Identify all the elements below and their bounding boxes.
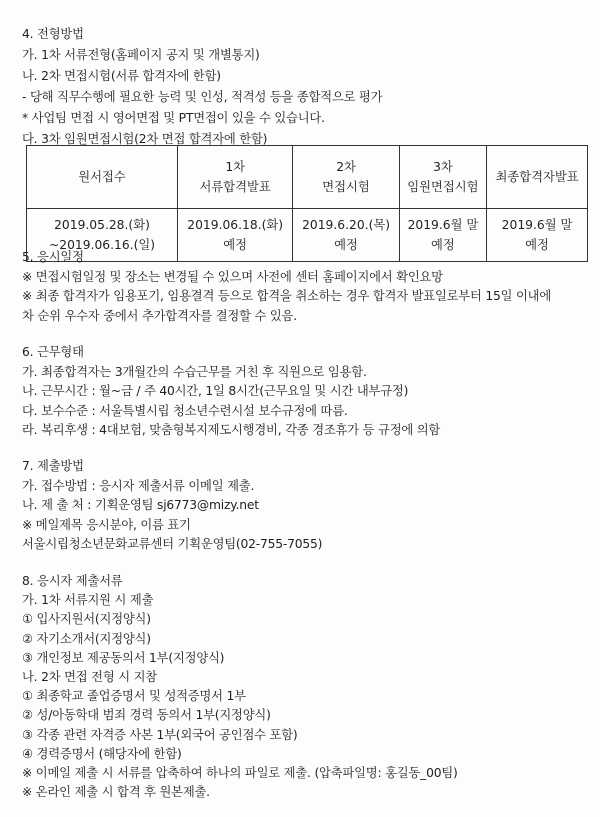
header-cell: [487, 146, 588, 209]
cell-text: 최종합격자발표: [495, 170, 579, 184]
text-line: 나. 2차 면접 전형 시 지참: [22, 669, 157, 684]
text-line: 나. 2차 면접시험(서류 합격자에 한함): [22, 69, 221, 83]
text-line: ※ 면접시험일정 및 장소는 변경될 수 있으며 사전에 센터 홈페이지에서 확인요망: [22, 269, 443, 284]
text-line: * 사업팀 면접 시 영어면접 및 PT면접이 있을 수 있습니다.: [22, 111, 325, 125]
schedule-table: [26, 145, 588, 262]
cell-text: 2019.06.18.(화): [187, 218, 284, 232]
text-line: ① 최종학교 졸업증명서 및 성적증명서 1부: [22, 689, 246, 704]
cell-text: 예정: [525, 238, 549, 252]
cell-text: 서류합격발표: [199, 180, 271, 194]
cell-text: 예정: [223, 238, 248, 252]
header-cell: [178, 146, 293, 209]
section-heading: 7. 제출방법: [22, 459, 84, 473]
section-selection-method: [22, 24, 590, 150]
cell-text: 원서접수: [78, 170, 126, 184]
text-line: ① 입사지원서(지정양식): [22, 612, 151, 627]
cell-text: 2차: [336, 160, 356, 174]
text-line: 나. 제 출 처 : 기획운영팀 sj6773@mizy.net: [22, 498, 259, 512]
section-heading: 4. 전형방법: [22, 27, 84, 41]
text-line: 다. 3차 임원면접시험(2차 면접 합격자에 한함): [22, 132, 268, 146]
text-line: 라. 복리후생 : 4대보험, 맞춤형복지제도시행경비, 각종 경조휴가 등 규정에 의함: [22, 423, 441, 437]
text-line: 가. 1차 서류전형(홈페이지 공지 및 개별통지): [22, 48, 260, 62]
section-heading: 6. 근무형태: [22, 345, 84, 359]
table-header-row: [27, 146, 588, 209]
text-line: ② 자기소개서(지정양식): [22, 631, 151, 646]
cell-text: 2019.6월 말: [407, 218, 479, 232]
text-line: 가. 1차 서류지원 시 제출: [22, 593, 154, 608]
cell-text: 예정: [431, 238, 455, 252]
text-line: ③ 각종 관련 자격증 사본 1부(외국어 공인점수 포함): [22, 727, 298, 742]
text-line: ③ 개인정보 제공동의서 1부(지정양식): [22, 650, 225, 665]
text-line: ※ 메일제목 응시분야, 이름 표기: [22, 517, 191, 532]
cell-text: 예정: [334, 238, 358, 252]
cell-text: 면접시험: [322, 180, 370, 194]
text-line: 가. 최종합격자는 3개월간의 수습근무를 거친 후 직원으로 임용함.: [22, 364, 367, 379]
cell-text: 2019.6.20.(목): [302, 218, 391, 232]
section-submission-method: [22, 457, 590, 555]
text-line: 서울시립청소년문화교류센터 기획운영팀(02-755-7055): [22, 537, 323, 551]
text-line: ② 성/아동학대 범죄 경력 동의서 1부(지정양식): [22, 708, 271, 723]
section-heading: 5. 응시일정: [22, 250, 84, 264]
header-cell: [27, 146, 178, 209]
text-line: 다. 보수수준 : 서울특별시립 청소년수련시설 보수규정에 따름.: [22, 403, 348, 418]
header-cell: [399, 146, 486, 209]
text-line: ※ 최종 합격자가 임용포기, 임용결격 등으로 합격을 취소하는 경우 합격자 발표일로부터 15일 이내에: [22, 289, 552, 303]
cell-text: 3차: [433, 160, 453, 174]
text-line: 차 순위 우수자 중에서 추가합격자를 결정할 수 있음.: [22, 308, 297, 323]
text-line: - 당해 직무수행에 필요한 능력 및 인성, 적격성 등을 종합적으로 평가: [22, 90, 383, 104]
text-line: ※ 이메일 제출 시 서류를 압축하여 하나의 파일로 제출. (압축파일명: 홍길동_00팀): [22, 765, 458, 780]
section-exam-schedule: [22, 248, 590, 326]
cell-text: 임원면접시험: [407, 180, 479, 194]
text-line: 가. 접수방법 : 응시자 제출서류 이메일 제출.: [22, 478, 255, 493]
cell-text: ~2019.06.16.(일): [48, 238, 156, 252]
cell-text: 2019.6월 말: [501, 218, 573, 232]
text-line: ④ 경력증명서 (해당자에 한함): [22, 746, 182, 761]
text-line: ※ 온라인 제출 시 합격 후 원본제출.: [22, 785, 210, 800]
cell-text: 2019.05.28.(화): [54, 218, 150, 232]
section-required-documents: [22, 572, 590, 802]
text-line: 나. 근무시간 : 월~금 / 주 40시간, 1일 8시간(근무요일 및 시간 내부규정): [22, 384, 409, 398]
header-cell: [293, 146, 399, 209]
section-work-type: [22, 343, 590, 441]
cell-text: 1차: [225, 160, 246, 174]
section-heading: 8. 응시자 제출서류: [22, 574, 123, 588]
